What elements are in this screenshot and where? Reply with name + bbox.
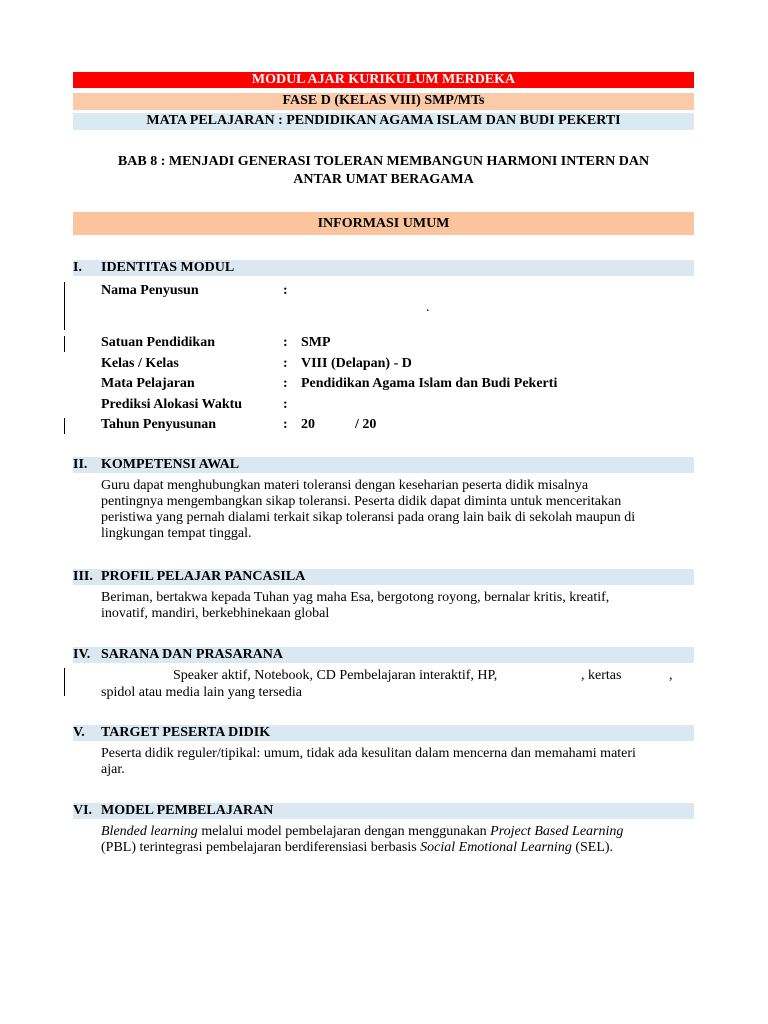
section-number: III. (73, 569, 93, 584)
colon: : (283, 417, 288, 432)
paragraph-line: ajar. (101, 762, 125, 777)
kompetensi-paragraph (101, 478, 701, 542)
nama-penyusun-label: Nama Penyusun (101, 283, 199, 298)
section-number: VI. (73, 803, 93, 818)
margin-bar (64, 282, 65, 330)
section-number: I. (73, 260, 82, 275)
target-paragraph (101, 746, 701, 778)
italic-term: Social Emotional Learning (420, 840, 572, 855)
sarana-part3: , (669, 668, 673, 683)
paragraph-text: melalui model pembelajaran dengan menggunakan (197, 824, 491, 839)
section-identitas-header (73, 260, 694, 276)
section-title: KOMPETENSI AWAL (101, 457, 240, 472)
margin-bar (64, 668, 65, 696)
paragraph-line: Peserta didik reguler/tipikal: umum, tidak ada kesulitan dalam mencerna dan memahami materi (101, 746, 636, 761)
tahun-start: 20 (301, 417, 315, 432)
paragraph-line: Beriman, bertakwa kepada Tuhan yag maha Esa, bergotong royong, bernalar kritis, kreatif, (101, 590, 610, 605)
kelas-label: Kelas / Kelas (101, 356, 179, 371)
satuan-pendidikan-label: Satuan Pendidikan (101, 335, 215, 350)
section-number: II. (73, 457, 88, 472)
colon: : (283, 356, 288, 371)
colon: : (283, 397, 288, 412)
section-model-header (73, 803, 694, 819)
chapter-title-line1: BAB 8 : MENJADI GENERASI TOLERAN MEMBANGUN HARMONI INTERN DAN (117, 154, 650, 169)
sarana-line2: spidol atau media lain yang tersedia (101, 685, 302, 700)
section-number: IV. (73, 647, 91, 662)
paragraph-text: (PBL) terintegrasi pembelajaran berdiferensiasi berbasis (101, 840, 421, 855)
paragraph-line (101, 840, 701, 856)
section-title: PROFIL PELAJAR PANCASILA (101, 569, 306, 584)
sarana-part1: Speaker aktif, Notebook, CD Pembelajaran interaktif, HP, (173, 668, 498, 683)
section-profil-header (73, 569, 694, 585)
alokasi-waktu-label: Prediksi Alokasi Waktu (101, 397, 243, 412)
dot-mark: . (426, 300, 430, 315)
section-sarana-header (73, 647, 694, 663)
tahun-end: / 20 (355, 417, 377, 432)
paragraph-line (101, 824, 701, 840)
paragraph-line: inovatif, mandiri, berkebhinekaan global (101, 606, 330, 621)
italic-term: Blended learning (101, 824, 198, 839)
info-umum-header: INFORMASI UMUM (73, 212, 694, 235)
mata-pelajaran-label: Mata Pelajaran (101, 376, 195, 391)
kelas-value: VIII (Delapan) - D (301, 356, 412, 371)
section-title: MODEL PEMBELAJARAN (101, 803, 274, 818)
colon: : (283, 335, 288, 350)
paragraph-line: Guru dapat menghubungkan materi toleransi dengan keseharian peserta didik misalnya (101, 478, 589, 493)
margin-bar (64, 336, 65, 352)
phase-title: FASE D (KELAS VIII) SMP/MTs (73, 93, 694, 110)
paragraph-line: lingkungan tempat tinggal. (101, 526, 252, 541)
section-target-header (73, 725, 694, 741)
paragraph-text: (SEL). (571, 840, 614, 855)
section-title: TARGET PESERTA DIDIK (101, 725, 271, 740)
colon: : (283, 376, 288, 391)
section-title: IDENTITAS MODUL (101, 260, 235, 275)
tahun-penyusunan-label: Tahun Penyusunan (101, 417, 217, 432)
profil-paragraph (101, 590, 701, 622)
chapter-title (73, 153, 694, 189)
paragraph-line: peristiwa yang pernah dialami terkait sikap toleransi pada orang lain baik di sekolah maupun di (101, 510, 636, 525)
margin-bar (64, 418, 65, 434)
paragraph-line: pentingnya mengembangkan sikap toleransi. Peserta didik dapat diminta untuk menceritakan (101, 494, 622, 509)
section-kompetensi-header (73, 457, 694, 473)
module-title: MODUL AJAR KURIKULUM MERDEKA (73, 72, 694, 88)
chapter-title-line2: ANTAR UMAT BERAGAMA (293, 172, 474, 187)
colon: : (283, 283, 288, 298)
italic-term: Project Based Learning (490, 824, 624, 839)
sarana-part2: , kertas (581, 668, 622, 683)
section-title: SARANA DAN PRASARANA (101, 647, 284, 662)
satuan-pendidikan-value: SMP (301, 335, 331, 350)
section-number: V. (73, 725, 85, 740)
subject-title: MATA PELAJARAN : PENDIDIKAN AGAMA ISLAM DAN BUDI PEKERTI (73, 113, 694, 130)
model-paragraph (101, 824, 701, 856)
mata-pelajaran-value: Pendidikan Agama Islam dan Budi Pekerti (301, 376, 558, 391)
